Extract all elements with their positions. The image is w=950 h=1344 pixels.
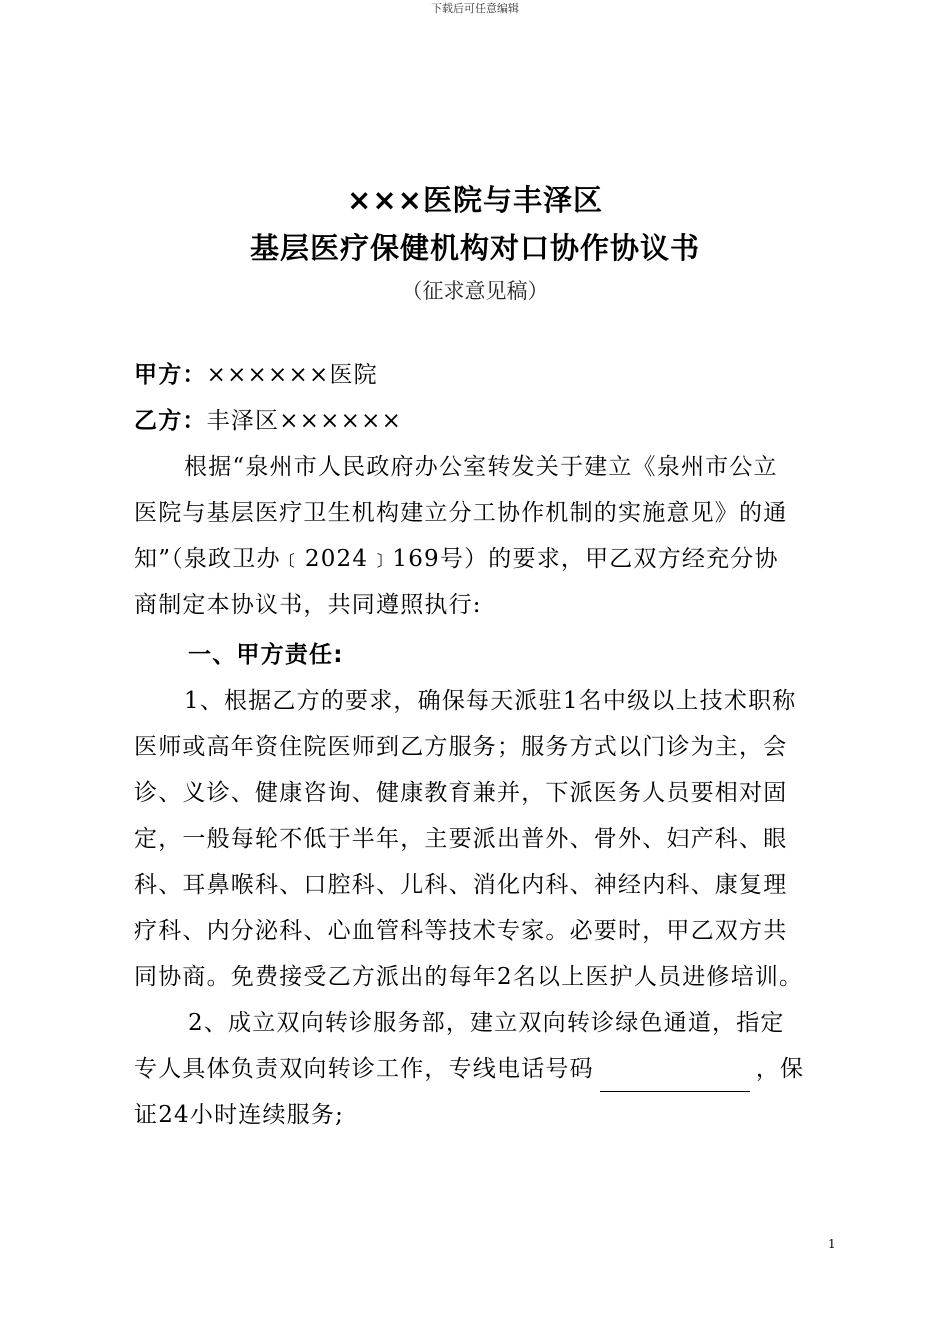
party-b-value: 丰泽区×××××× (206, 408, 403, 434)
item1-line-3: 诊、义诊、健康咨询、健康教育兼并，下派医务人员要相对固 (134, 780, 788, 806)
item2-line-2-text: 专人具体负责双向转诊工作，专线电话号码 (134, 1056, 594, 1082)
item1-line-6: 疗科、内分泌科、心血管科等技术专家。必要时，甲乙双方共 (134, 918, 788, 944)
item2-line-2 (134, 1046, 834, 1092)
item1-line-2: 医师或高年资住院医师到乙方服务；服务方式以门诊为主，会 (134, 734, 788, 760)
item1-line-4: 定，一般每轮不低于半年，主要派出普外、骨外、妇产科、眼 (134, 826, 788, 852)
header-note: 下载后可任意编辑 (431, 2, 519, 15)
item2-line-3: 证24小时连续服务; (134, 1102, 345, 1128)
document-subtitle: （征求意见稿） (401, 279, 549, 303)
phone-number-blank[interactable] (600, 1061, 750, 1092)
item1-line-5: 科、耳鼻喉科、口腔科、儿科、消化内科、神经内科、康复理 (134, 872, 788, 898)
intro-line-4: 商制定本协议书，共同遵照执行: (134, 592, 482, 618)
item1-line-1: 1、根据乙方的要求，确保每天派驻1名中级以上技术职称 (184, 688, 797, 714)
item1-line-7: 同协商。免费接受乙方派出的每年2名以上医护人员进修培训。 (134, 964, 804, 990)
document-title-line2: 基层医疗保健机构对口协作协议书 (249, 231, 700, 265)
party-b-line (134, 398, 834, 444)
party-a-value: ××××××医院 (206, 362, 378, 388)
intro-line-1: 根据“泉州市人民政府办公室转发关于建立《泉州市公立 (184, 454, 778, 480)
party-a-line (134, 352, 834, 398)
page-number: 1 (828, 1237, 836, 1251)
item2-line-1: 2、成立双向转诊服务部，建立双向转诊绿色通道，指定 (188, 1010, 785, 1036)
intro-line-3: 知”（泉政卫办﹝2024﹞169号）的要求，甲乙双方经充分协 (134, 546, 779, 572)
party-b-label: 乙方： (134, 408, 207, 434)
document-title-line1: ×××医院与丰泽区 (347, 183, 603, 217)
party-a-label: 甲方： (134, 362, 207, 388)
intro-line-2: 医院与基层医疗卫生机构建立分工协作机制的实施意见》的通 (134, 500, 788, 526)
item2-line-2-suffix: ，保 (755, 1056, 805, 1082)
section1-heading: 一、甲方责任: (188, 642, 344, 668)
